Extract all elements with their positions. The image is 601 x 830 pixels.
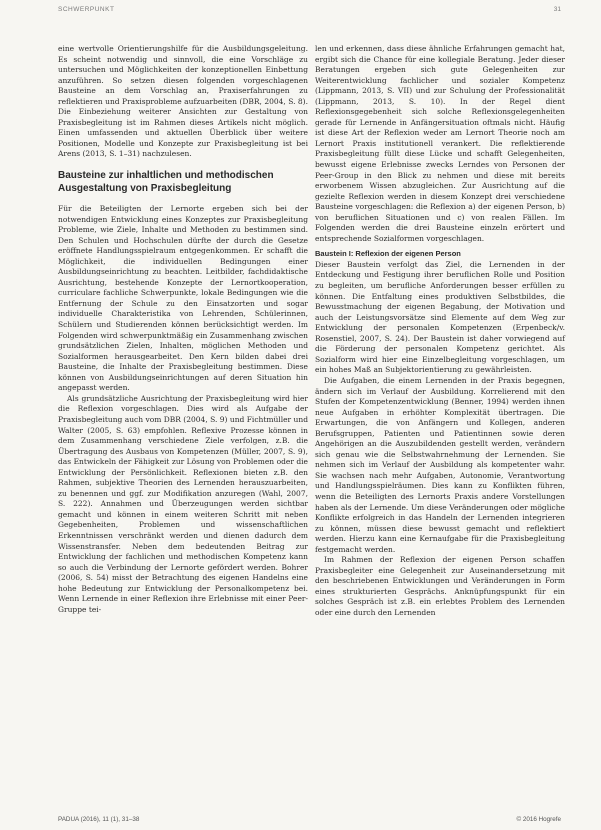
left-paragraph-2: Für die Beteiligten der Lernorte ergeben sich bei der notwendigen Entwicklung eines Konzeptes zur Praxisbegleitung Probleme, wie Ziele, Inhalte und Methoden zu bestimmen sind. Den Schulen und Hochschulen dürfte der durch die Gesetze eröffnete Handlungsspielraum entgegenkommen. Er schafft die Möglichkeit, die individuellen Bedingungen einer Ausbildungseinrichtung zu beachten. Leitbilder, fachdidaktische Ausrichtung, bestehende Konzepte der Lernortkooperation, curriculare fachliche Schwerpunkte, lokale Bedingungen wie die Entfernung der Schule zu den Einsatzorten und sogar individuelle Charakteristika von Lehrenden, Schülerinnen, Schülern und Studierenden können berücksichtigt werden. Im Folgenden wird schwerpunktmäßig ein Zusammenhang zwischen grundsätzlichen Zielen, Inhalten, möglichen Methoden und Sozialformen herausgearbeitet. Den Kern bilden dabei drei Bausteine, die Inhalte der Praxisbegleitung bestimmen. Diese können von Ausbildungseinrichtungen auf deren Situation hin angepasst werden. [58,204,308,393]
journal-citation: PADUA (2016), 11 (1), 31–38 [58,816,140,823]
section-label: SCHWERPUNKT [58,6,115,13]
page-header [58,6,561,16]
left-paragraph-3: Als grundsätzliche Ausrichtung der Praxisbegleitung wird hier die Reflexion vorgeschlagen. Dies wird als Aufgabe der Praxisbegleitung auch vom DBR (2004, S. 9) und Fichtmüller und Walter (2005, S. 63) empfohlen. Reflexive Prozesse können in dem Zusammenhang verschiedene Ziele verfolgen, z.B. die Übertragung des Ausbaus von Kompetenzen (Müller, 2007, S. 9), das Entwickeln der Fähigkeit zur Lösung von Problemen oder die Entwicklung der Persönlichkeit. Reflexionen bieten z.B. den Rahmen, subjektive Theorien des Lernenden herauszuarbeiten, zu benennen und ggf. zur Modifikation anzuregen (Wahl, 2007, S. 222). Annahmen und Überzeugungen werden sichtbar gemacht und können in einem weiteren Schritt mit neben Gegebenheiten, Problemen und wissenschaftlichen Erkenntnissen verschränkt werden und dienen dadurch dem Wissenstransfer. Neben dem bedeutenden Beitrag zur Entwicklung der fachlichen und methodischen Kompetenz kann so auch die Verbindung der Lernorte gefördert werden. Bohrer (2006, S. 54) misst der Betrachtung des eigenen Handelns eine hohe Bedeutung zur Entwicklung der Personalkompetenz bei. Wenn Lernende in einer Reflexion ihre Erlebnisse mit einer Peer-Gruppe tei- [58,393,308,614]
left-column [58,44,308,615]
baustein-1-heading: Baustein I: Reflexion der eigenen Person [315,249,461,259]
right-paragraph-1: len und erkennen, dass diese ähnliche Erfahrungen gemacht hat, ergibt sich die Chance für eine kollegiale Beratung. Jeder dieser Beratungen ergeben sich gute Gelegenheiten zur Weiterentwicklung fachlicher und sozialer Kompetenz (Lippmann, 2013, S. VII) und zur Schulung der Professionalität (Lippmann, 2013, S. 10). In der Regel dient Reflexionsgegebenheit sich solche Reflexionsgelegenheiten gerade für Lernende in Anfängersituation oftmals nicht. Häufig ist diese Art der Reflexion weder am Lernort Theorie noch am Lernort Praxis institutionell verankert. Die reflektierende Praxisbegleitung füllt diese Lücke und schafft Gelegenheiten, bewusst eigene Erlebnisse zwecks Lerndes von Personen der Peer-Group in den Blick zu nehmen und diese mit bereits erworbenem Wissen abzugleichen. Zur Ausrichtung auf die gezielte Reflexion werden in diesem Konzept drei verschiedene Bausteine vorgeschlagen: die Reflexion a) der eigenen Person, b) von beruflichen Situationen und c) von realen Fällen. Im Folgenden werden die drei Bausteine einzeln erörtert und entsprechende Sozialformen vorgeschlagen. [315,44,565,243]
copyright-notice: © 2016 Hogrefe [516,816,561,823]
left-paragraph-1: eine wertvolle Orientierungshilfe für die Ausbildungsgeleitung. Es scheint notwendig und sinnvoll, die eine Vorschläge zu untersuchen und Möglichkeiten der konzeptionellen Einbettung anzuführen. So setzen diesen folgenden vorgeschlagenen Bausteine an dem Vorschlag an, Praxiserfahrungen zu reflektieren und Praxisprobleme aufzuarbeiten (DBR, 2004, S. 8). Die Einbeziehung weiterer Ansichten zur Gestaltung von Praxisbegleitung ist im Rahmen dieses Artikels nicht möglich. Einen umfassenden und aktuellen Überblick über weitere Positionen, Modelle und Konzepte zur Praxisbegleitung ist bei Arens (2013, S. 1–31) nachzulesen. [58,44,308,159]
section-heading: Bausteine zur inhaltlichen und methodischen Ausgestaltung von Praxisbegleitung [58,170,274,195]
page-number: 31 [553,6,561,13]
right-paragraph-4: Im Rahmen der Reflexion der eigenen Person schaffen Praxisbegleiter eine Gelegenheit zur Auseinandersetzung mit den beschriebenen Entwicklungen und Veränderungen in Form eines strukturierten Gesprächs. Anknüpfungspunkt für ein solches Gespräch ist z.B. ein erlebtes Problem des Lernenden oder eine durch den Lernenden [315,555,565,617]
right-column [315,44,565,619]
right-paragraph-3: Die Aufgaben, die einem Lernenden in der Praxis begegnen, ändern sich im Verlauf der Ausbildung. Korrelierend mit den Stufen der Kompetenzentwicklung (Benner, 1994) werden ihnen neue Aufgaben in erhöhter Komplexität übertragen. Die Erwartungen, die von Anfängern und Kollegen, anderen Berufsgruppen, Patienten und Patientinnen sowie deren Angehörigen an die Auszubildenden gestellt werden, verändern sich genau wie die Selbstwahrnehmung der Lernenden. Sie nehmen sich im Verlauf der Ausbildung als kompetenter wahr. Sie wachsen nach mehr Aufgaben, Autonomie, Verantwortung und Handlungsspielräumen. Dies kann zu Konflikten führen, wenn die Beteiligten des Lernorts Praxis andere Vorstellungen haben als der Lernende. Um diese Veränderungen oder mögliche Konflikte erfolgreich in das Handeln der Lernenden integrieren zu können, müssen diese bewusst gemacht und reflektiert werden. Hierzu kann eine Kernaufgabe für die Praxisbegleitung festgemacht werden. [315,375,565,554]
page-footer [58,816,561,826]
right-paragraph-2: Dieser Baustein verfolgt das Ziel, die Lernenden in der Entdeckung und Festigung ihrer beruflichen Rolle und Position zu begleiten, um berufliche Anforderungen besser erfüllen zu können. Die Entfaltung eines produktiven Selbstbildes, die Bewusstmachung der eigenen Begabung, der Motivation und auch der Leistungsvorsätze sind Elemente auf dem Weg zur Entwicklung der personalen Kompetenzen (Erpenbeck/v. Rosenstiel, 2007, S. 24). Der Baustein ist daher vorwiegend auf die Förderung der personalen Kompetenz gerichtet. Als Sozialform wird hier eine Einzelbegleitung vorgeschlagen, um ein hohes Maß an Subjektorientierung zu gewährleisten. [315,259,565,375]
